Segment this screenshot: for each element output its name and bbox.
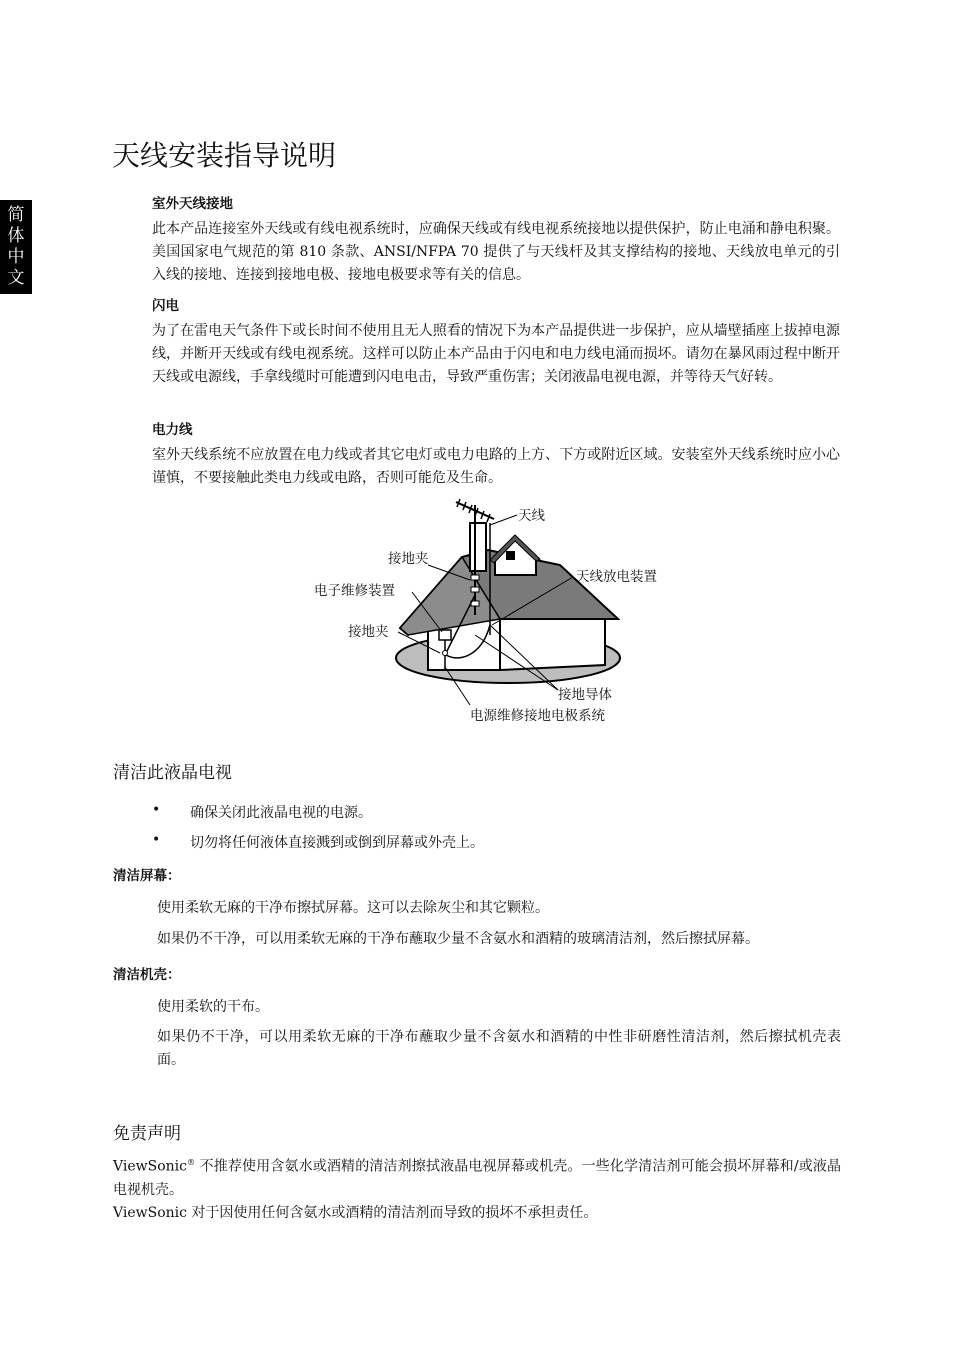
house-drawing: [400, 523, 618, 670]
bullet-dot: •: [152, 802, 161, 818]
clean-case-line: 如果仍不干净，可以用柔软无麻的干净布蘸取少量不含氨水和酒精的中性非研磨性清洁剂，然后擦拭机壳表面。: [157, 1029, 841, 1068]
grounding-heading: 室外天线接地: [152, 196, 233, 212]
bullet-dot: •: [152, 832, 161, 848]
lightning-text: 为了在雷电天气条件下或长时间不使用且无人照看的情况下为本产品提供进一步保护，应从墙壁插座上拔掉电源线，并断开天线或有线电视系统。这样可以防止本产品由于闪电和电力线电涌而损坏。请勿在暴风雨过程中断开天线或电源线，手拿线缆时可能遭到闪电电击，导致严重伤害；关闭液晶电视电源，并等待天气好转。: [152, 323, 840, 385]
label-electrode-system: 电源维修接地电极系统: [470, 708, 605, 724]
grounding-text: 此本产品连接室外天线或有线电视系统时，应确保天线或有线电视系统接地以提供保护，防止电涌和静电积聚。美国国家电气规范的第 810 条款、ANSI/NFPA 70 提供了与天线杆及其支撑结构的接地、天线放电单元的引入线的接地、连接到接地电极、接地电极要求等有关的信息。: [152, 221, 840, 283]
antenna-grounding-diagram: [300, 495, 680, 730]
label-ground-clamp-bottom: 接地夹: [348, 624, 389, 640]
page-title: 天线安装指导说明: [112, 139, 337, 172]
disclaimer-sentence: 不推荐使用含氨水或酒精的清洁剂擦拭液晶电视屏幕或机壳。一些化学清洁剂可能会损坏屏幕和/或液晶电视机壳。: [113, 1158, 841, 1198]
label-discharge-unit: 天线放电装置: [576, 569, 657, 585]
power-lines-text: 室外天线系统不应放置在电力线或者其它电灯或电力电路的上方、下方或附近区域。安装室外天线系统时应小心谨慎，不要接触此类电力线或电路，否则可能危及生命。: [152, 447, 840, 486]
clean-screen-line: 使用柔软无麻的干净布擦拭屏幕。这可以去除灰尘和其它颗粒。: [157, 900, 549, 916]
side-tab-char: 体: [7, 226, 25, 246]
disclaimer-text-1: [113, 1151, 841, 1202]
label-ground-conductor: 接地导体: [558, 687, 612, 703]
bullet-text: 切勿将任何液体直接溅到或倒到屏幕或外壳上。: [190, 835, 484, 851]
side-tab-char: 简: [7, 205, 25, 225]
clean-case-line: 使用柔软的干布。: [157, 999, 269, 1015]
clean-screen-line: 如果仍不干净，可以用柔软无麻的干净布蘸取少量不含氨水和酒精的玻璃清洁剂，然后擦拭屏幕。: [157, 931, 759, 947]
side-tab-char: 中: [7, 247, 25, 267]
power-lines-heading: 电力线: [152, 422, 193, 438]
lightning-heading: 闪电: [152, 298, 179, 314]
cleaning-heading: 清洁此液晶电视: [113, 763, 232, 783]
side-tab-char: 文: [7, 268, 25, 288]
clean-screen-heading: 清洁屏幕：: [113, 868, 181, 884]
registered-mark: ®: [186, 1158, 195, 1167]
bullet-text: 确保关闭此液晶电视的电源。: [190, 805, 372, 821]
label-service-equipment: 电子维修装置: [314, 583, 395, 599]
clean-case-heading: 清洁机壳：: [113, 967, 181, 983]
disclaimer-heading: 免责声明: [113, 1124, 181, 1144]
language-side-tab: [0, 200, 32, 294]
brand-name: ViewSonic: [113, 1158, 187, 1175]
label-ground-clamp-top: 接地夹: [388, 551, 429, 567]
label-antenna: 天线: [518, 508, 545, 524]
disclaimer-text-2: ViewSonic 对于因使用任何含氨水或酒精的清洁剂而导致的损坏不承担责任。: [113, 1205, 598, 1221]
